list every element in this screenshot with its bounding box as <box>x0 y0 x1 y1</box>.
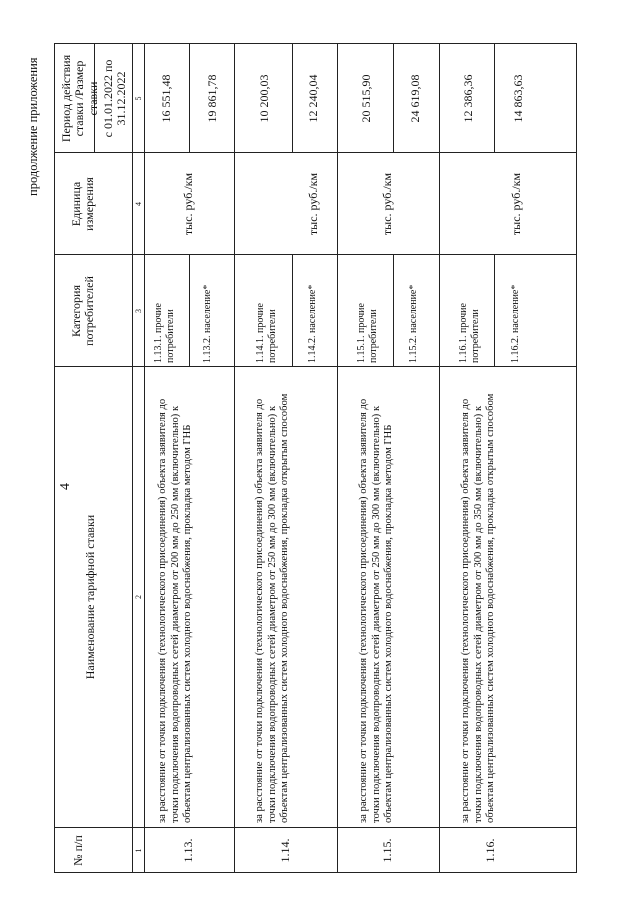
rate-value: 12 240,04 <box>306 74 320 123</box>
row-name: за расстояние от точки подключения (технологического присоединения) объекта заявителя до точки подключения водопроводных сетей диаметром от 250 мм до 300 мм (включительно) к объектам централизованных систем холодного водоснабжения, прокладка методом ГНБ <box>358 398 395 823</box>
row-number: 1.13. <box>181 838 195 863</box>
header-category: Категория потребителей <box>69 276 97 346</box>
column-number-1: 1 <box>134 848 143 853</box>
category-label: 1.16.1. прочие потребители <box>458 303 481 363</box>
header-name: Наименование тарифной ставки <box>83 514 97 680</box>
unit-value: тыс. руб./км <box>306 172 320 236</box>
tariff-table <box>54 44 576 873</box>
unit-value: тыс. руб./км <box>181 172 195 236</box>
category-label: 1.14.1. прочие потребители <box>255 303 278 363</box>
unit-value: тыс. руб./км <box>380 172 394 236</box>
header-no: № п/п <box>71 835 85 866</box>
column-number-2: 2 <box>134 595 143 599</box>
row-number: 1.14. <box>278 838 292 863</box>
category-label: 1.15.2. население* <box>408 284 419 363</box>
rate-value: 14 863,63 <box>511 74 525 123</box>
column-number-5: 5 <box>134 96 143 101</box>
category-label: 1.13.2. население* <box>202 284 213 363</box>
unit-value: тыс. руб./км <box>509 172 523 236</box>
header-period: Период действия ставки /Размер ставки <box>59 54 100 143</box>
category-label: 1.16.2. население* <box>510 284 521 363</box>
rate-value: 12 386,36 <box>461 74 475 123</box>
row-number: 1.16. <box>483 838 497 863</box>
column-number-4: 4 <box>134 202 143 206</box>
row-number: 1.15. <box>380 838 394 863</box>
category-label: 1.15.1. прочие потребители <box>356 303 379 363</box>
page-number: 4 <box>58 483 73 490</box>
row-name: за расстояние от точки подключения (технологического присоединения) объекта заявителя до точки подключения водопроводных сетей диаметром от 250 мм до 300 мм (включительно) к объектам централизованных систем холодного водоснабжения, прокладка открытым способом <box>254 393 291 823</box>
continuation-note: продолжение приложения <box>26 57 40 196</box>
category-label: 1.14.2. население* <box>307 284 318 363</box>
header-period-sub: с 01.01.2022 по 31.12.2022 <box>101 59 129 138</box>
row-name: за расстояние от точки подключения (технологического присоединения) объекта заявителя до точки подключения водопроводных сетей диаметром от 200 мм до 250 мм (включительно) к объектам централизованных систем холодного водоснабжения, прокладка методом ГНБ <box>157 398 194 823</box>
rate-value: 10 200,03 <box>257 74 271 123</box>
row-name: за расстояние от точки подключения (технологического присоединения) объекта заявителя до точки подключения водопроводных сетей диаметром от 300 мм до 350 мм (включительно) к объектам централизованных систем холодного водоснабжения, прокладка открытым способом <box>460 393 497 823</box>
column-number-3: 3 <box>134 309 143 313</box>
category-label: 1.13.1. прочие потребители <box>153 303 176 363</box>
rate-value: 16 551,48 <box>159 74 173 123</box>
rate-value: 20 515,90 <box>359 74 373 123</box>
rate-value: 19 861,78 <box>205 74 219 123</box>
header-unit: Единица измерения <box>69 177 97 231</box>
rate-value: 24 619,08 <box>408 74 422 123</box>
